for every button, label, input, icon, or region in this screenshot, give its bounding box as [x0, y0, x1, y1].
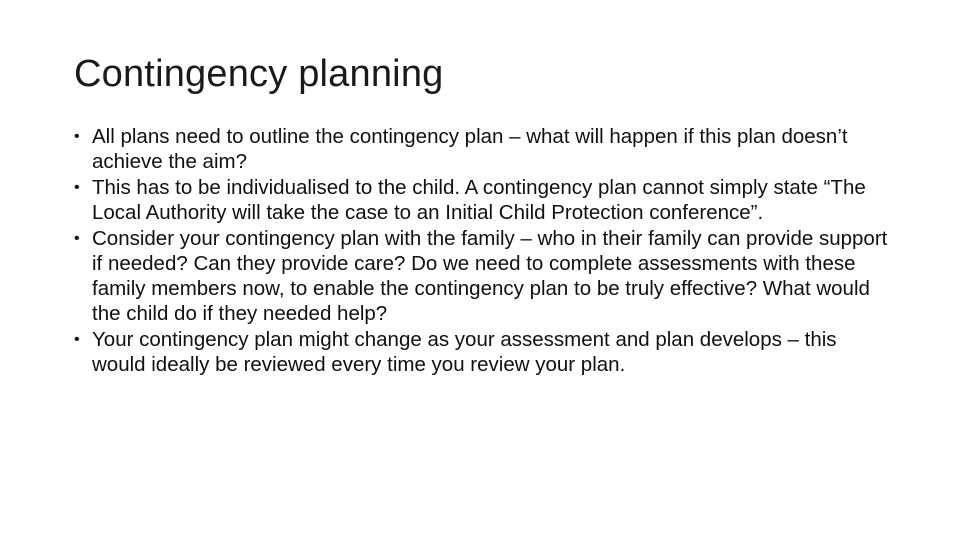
bullet-text: Your contingency plan might change as your assessment and plan develops – this would ideally be reviewed every time you review your plan.: [92, 328, 837, 376]
bullet-text: All plans need to outline the contingency plan – what will happen if this plan doesn’t achieve the aim?: [92, 125, 848, 173]
bullet-item: [74, 226, 894, 326]
slide-title: Contingency planning: [74, 53, 444, 95]
bullet-dot-icon: •: [74, 331, 80, 348]
bullet-item: [74, 327, 894, 377]
bullet-dot-icon: •: [74, 128, 80, 145]
bullet-dot-icon: •: [74, 230, 80, 247]
bullet-dot-icon: •: [74, 179, 80, 196]
bullet-item: [74, 124, 894, 174]
bullet-text: Consider your contingency plan with the family – who in their family can provide support if needed? Can they provide care? Do we need to complete assessments with these family members now, to enable the contingency plan to be truly effective? What would the child do if they needed help?: [92, 227, 888, 325]
bullet-list: [74, 124, 894, 378]
bullet-item: [74, 175, 894, 225]
bullet-text: This has to be individualised to the child. A contingency plan cannot simply state “The Local Authority will take the case to an Initial Child Protection conference”.: [92, 176, 866, 224]
